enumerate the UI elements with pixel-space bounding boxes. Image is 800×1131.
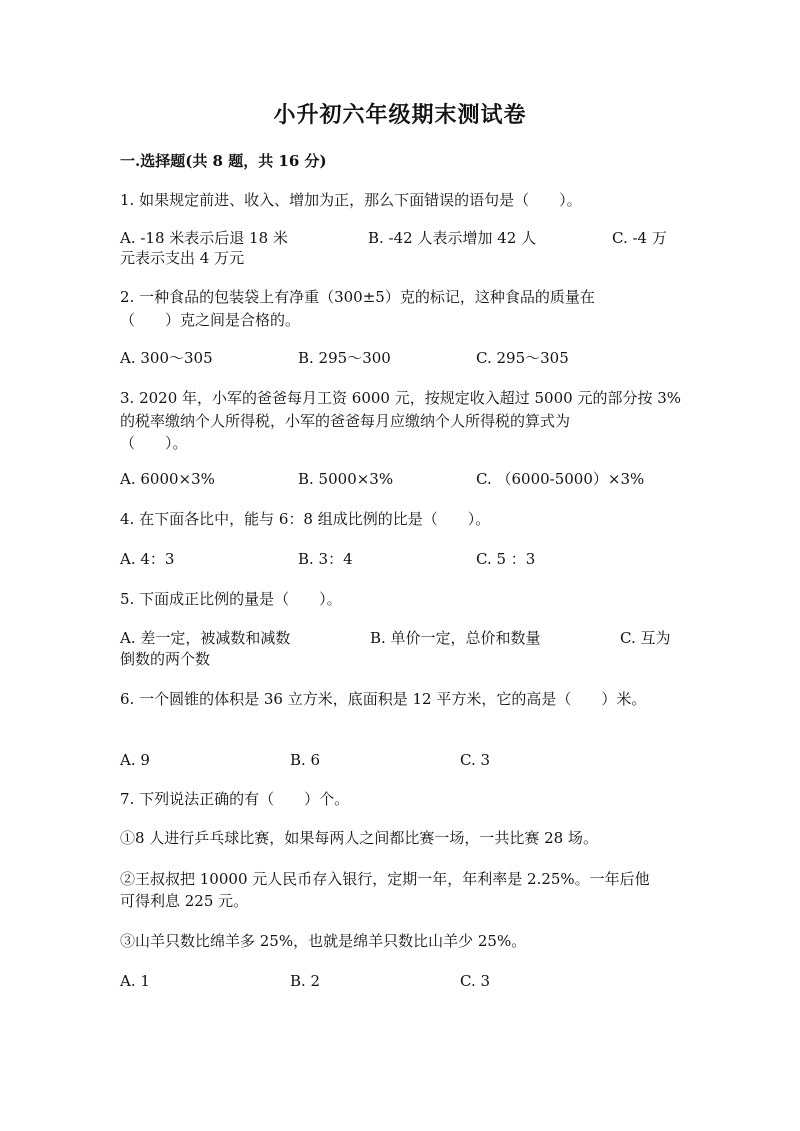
question-7-statement-1: ①8 人进行乒乓球比赛，如果每两人之间都比赛一场，一共比赛 28 场。 [120,829,598,847]
question-4-option-b: B. 3：4 [298,550,353,568]
question-3-option-c: C. （6000-5000）×3% [476,470,645,488]
question-6-option-c: C. 3 [460,751,491,769]
question-5-stem: 5. 下面成正比例的量是（ ）。 [120,590,342,608]
question-3-stem-line-1: 3. 2020 年，小军的爸爸每月工资 6000 元，按规定收入超过 5000 元的部分按 3% [120,389,682,407]
question-1-option-a: A. -18 米表示后退 18 米 [120,229,288,247]
question-3-option-a: A. 6000×3% [120,470,215,488]
question-4-option-a: A. 4：3 [120,550,175,568]
question-2-option-b: B. 295～300 [298,349,391,367]
question-1-stem: 1. 如果规定前进、收入、增加为正，那么下面错误的语句是（ ）。 [120,191,582,209]
section-heading: 一.选择题(共 8 题，共 16 分) [120,152,327,170]
question-1-option-b: B. -42 人表示增加 42 人 [368,229,537,247]
question-7-option-c: C. 3 [460,972,491,990]
question-7-statement-2-line-1: ②王叔叔把 10000 元人民币存入银行，定期一年，年利率是 2.25%。一年后他 [120,870,650,888]
question-3-stem-line-3: （ ）。 [120,434,188,452]
question-4-option-c: C. 5 ：3 [476,550,536,568]
question-3-stem-line-2: 的税率缴纳个人所得税，小军的爸爸每月应缴纳个人所得税的算式为 [120,412,571,430]
question-2-option-a: A. 300～305 [120,349,213,367]
question-5-option-b: B. 单价一定，总价和数量 [370,629,541,647]
question-7-statement-3: ③山羊只数比绵羊多 25%，也就是绵羊只数比山羊少 25%。 [120,932,527,950]
question-3-option-b: B. 5000×3% [298,470,394,488]
question-6-option-b: B. 6 [290,751,321,769]
question-5-option-a: A. 差一定，被减数和减数 [120,629,291,647]
question-6-stem: 6. 一个圆锥的体积是 36 立方米，底面积是 12 平方米，它的高是（ ）米。 [120,690,647,708]
question-2-option-c: C. 295～305 [476,349,569,367]
question-2-stem-line-2: （ ）克之间是合格的。 [120,311,301,329]
question-7-option-b: B. 2 [290,972,321,990]
question-7-statement-2-line-2: 可得利息 225 元。 [120,892,249,910]
page-title: 小升初六年级期末测试卷 [273,102,527,128]
question-5-option-c: C. 互为 [620,629,671,647]
question-4-stem: 4. 在下面各比中，能与 6：8 组成比例的比是（ ）。 [120,510,491,528]
question-7-stem: 7. 下列说法正确的有（ ）个。 [120,790,350,808]
question-2-stem-line-1: 2. 一种食品的包装袋上有净重（300±5）克的标记，这种食品的质量在 [120,288,595,306]
question-5-option-c-continuation: 倒数的两个数 [120,650,211,668]
question-6-option-a: A. 9 [120,751,150,769]
question-1-option-c: C. -4 万 [612,229,667,247]
question-1-option-c-continuation: 元表示支出 4 万元 [120,249,245,267]
question-7-option-a: A. 1 [120,972,150,990]
